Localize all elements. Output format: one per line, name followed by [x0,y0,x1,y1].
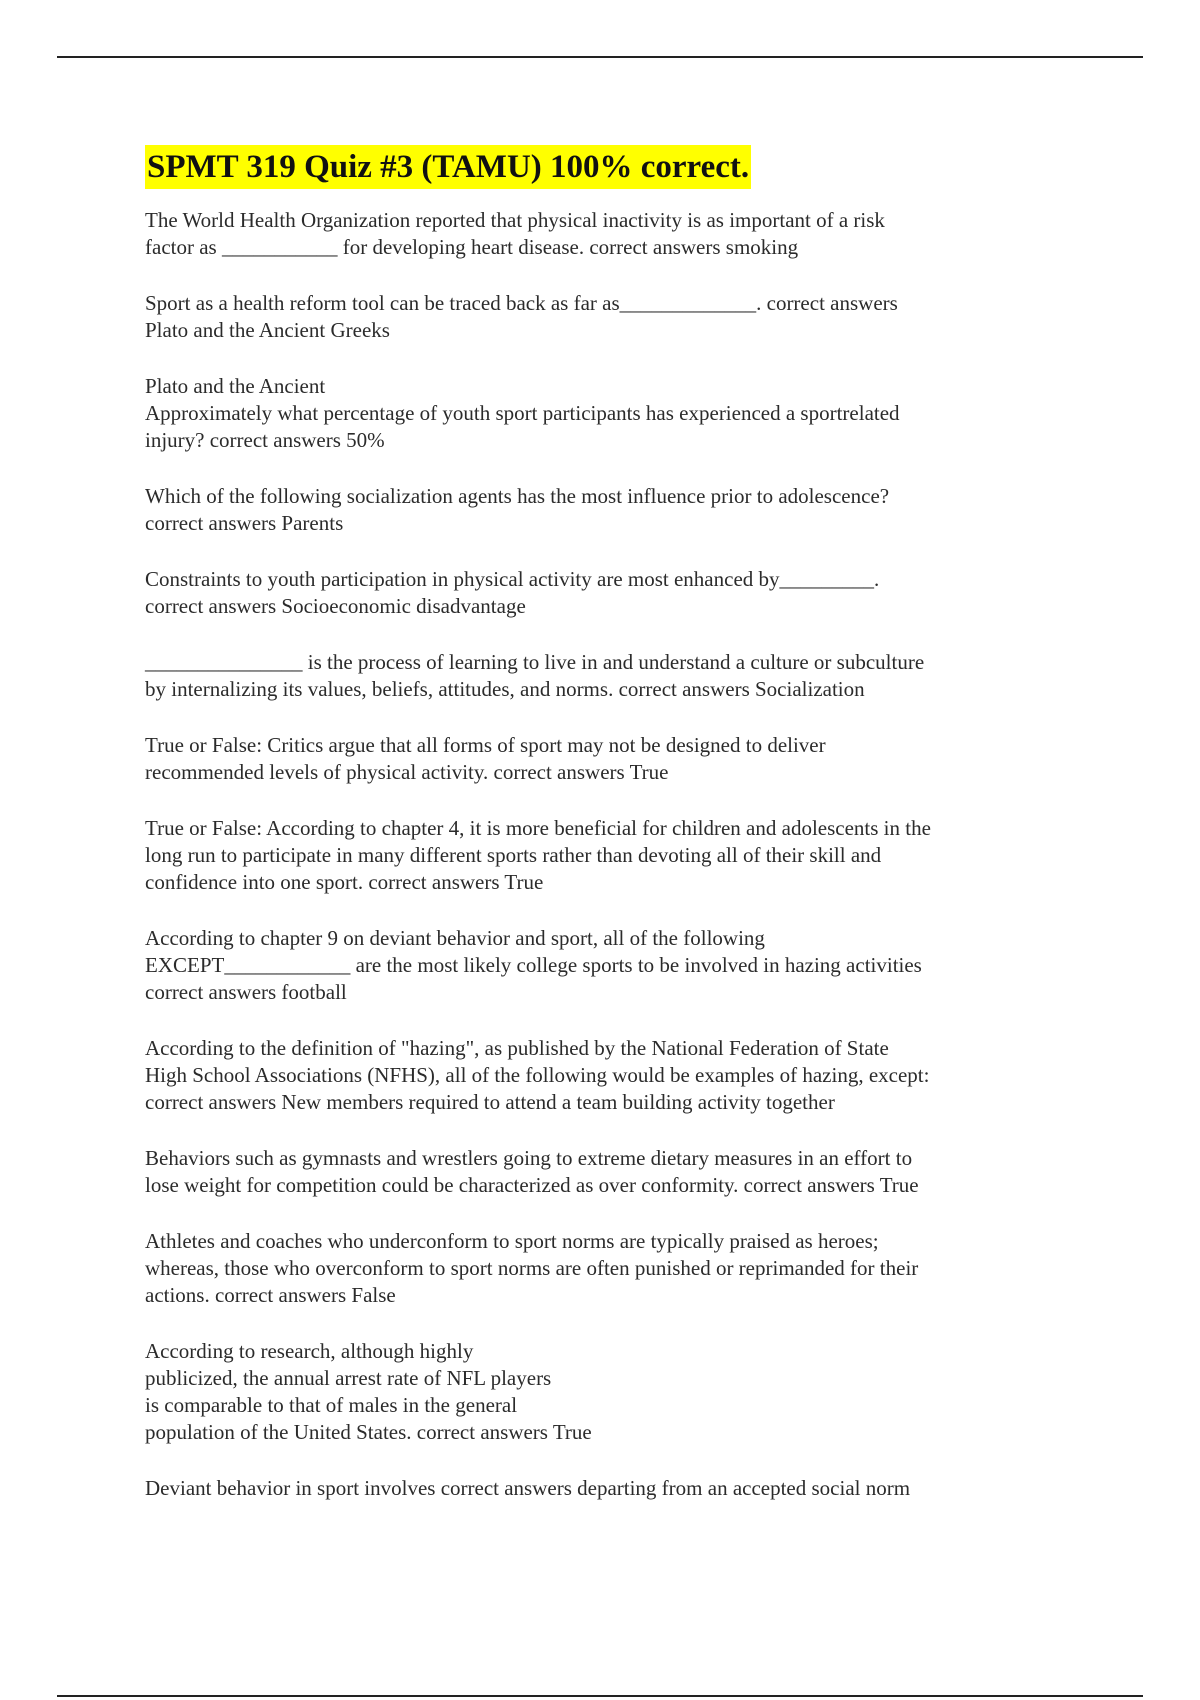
qa-item: According to research, although highly publicized, the annual arrest rate of NFL players is comparable to that of males in the general population of the United States. correct answers True [145,1339,592,1444]
qa-item: According to chapter 9 on deviant behavior and sport, all of the following EXCEPT____________ are the most likely college sports to be involved in hazing activities correct answers football [145,926,922,1004]
qa-item: True or False: According to chapter 4, it is more beneficial for children and adolescents in the long run to participate in many different sports rather than devoting all of their skill and confidence into one sport. correct answers True [145,816,931,894]
qa-item: Deviant behavior in sport involves correct answers departing from an accepted social norm [145,1476,911,1500]
qa-item: Plato and the Ancient Approximately what percentage of youth sport participants has experienced a sportrelated injury? correct answers 50% [145,374,900,452]
qa-item: True or False: Critics argue that all forms of sport may not be designed to deliver recommended levels of physical activity. correct answers True [145,733,826,784]
qa-item: Behaviors such as gymnasts and wrestlers going to extreme dietary measures in an effort to lose weight for competition could be characterized as over conformity. correct answers True [145,1146,919,1197]
document-body [145,145,1065,1531]
qa-item: According to the definition of "hazing", as published by the National Federation of State High School Associations (NFHS), all of the following would be examples of hazing, except: correct answers New members required to attend a team building activity together [145,1036,930,1114]
qa-item: Constraints to youth participation in physical activity are most enhanced by_________. correct answers Socioeconomic disadvantage [145,567,880,618]
document-title: SPMT 319 Quiz #3 (TAMU) 100% correct. [145,145,751,189]
bottom-rule [57,1695,1143,1697]
qa-item: The World Health Organization reported that physical inactivity is as important of a risk factor as ___________ for developing heart disease. correct answers smoking [145,208,885,259]
qa-item: Sport as a health reform tool can be traced back as far as_____________. correct answers Plato and the Ancient Greeks [145,291,898,342]
top-rule [57,56,1143,58]
qa-item: Athletes and coaches who underconform to sport norms are typically praised as heroes; whereas, those who overconform to sport norms are often punished or reprimanded for their actions. correct answers False [145,1229,919,1307]
qa-item: Which of the following socialization agents has the most influence prior to adolescence? correct answers Parents [145,484,890,535]
qa-item: _______________ is the process of learning to live in and understand a culture or subculture by internalizing its values, beliefs, attitudes, and norms. correct answers Socialization [145,650,925,701]
